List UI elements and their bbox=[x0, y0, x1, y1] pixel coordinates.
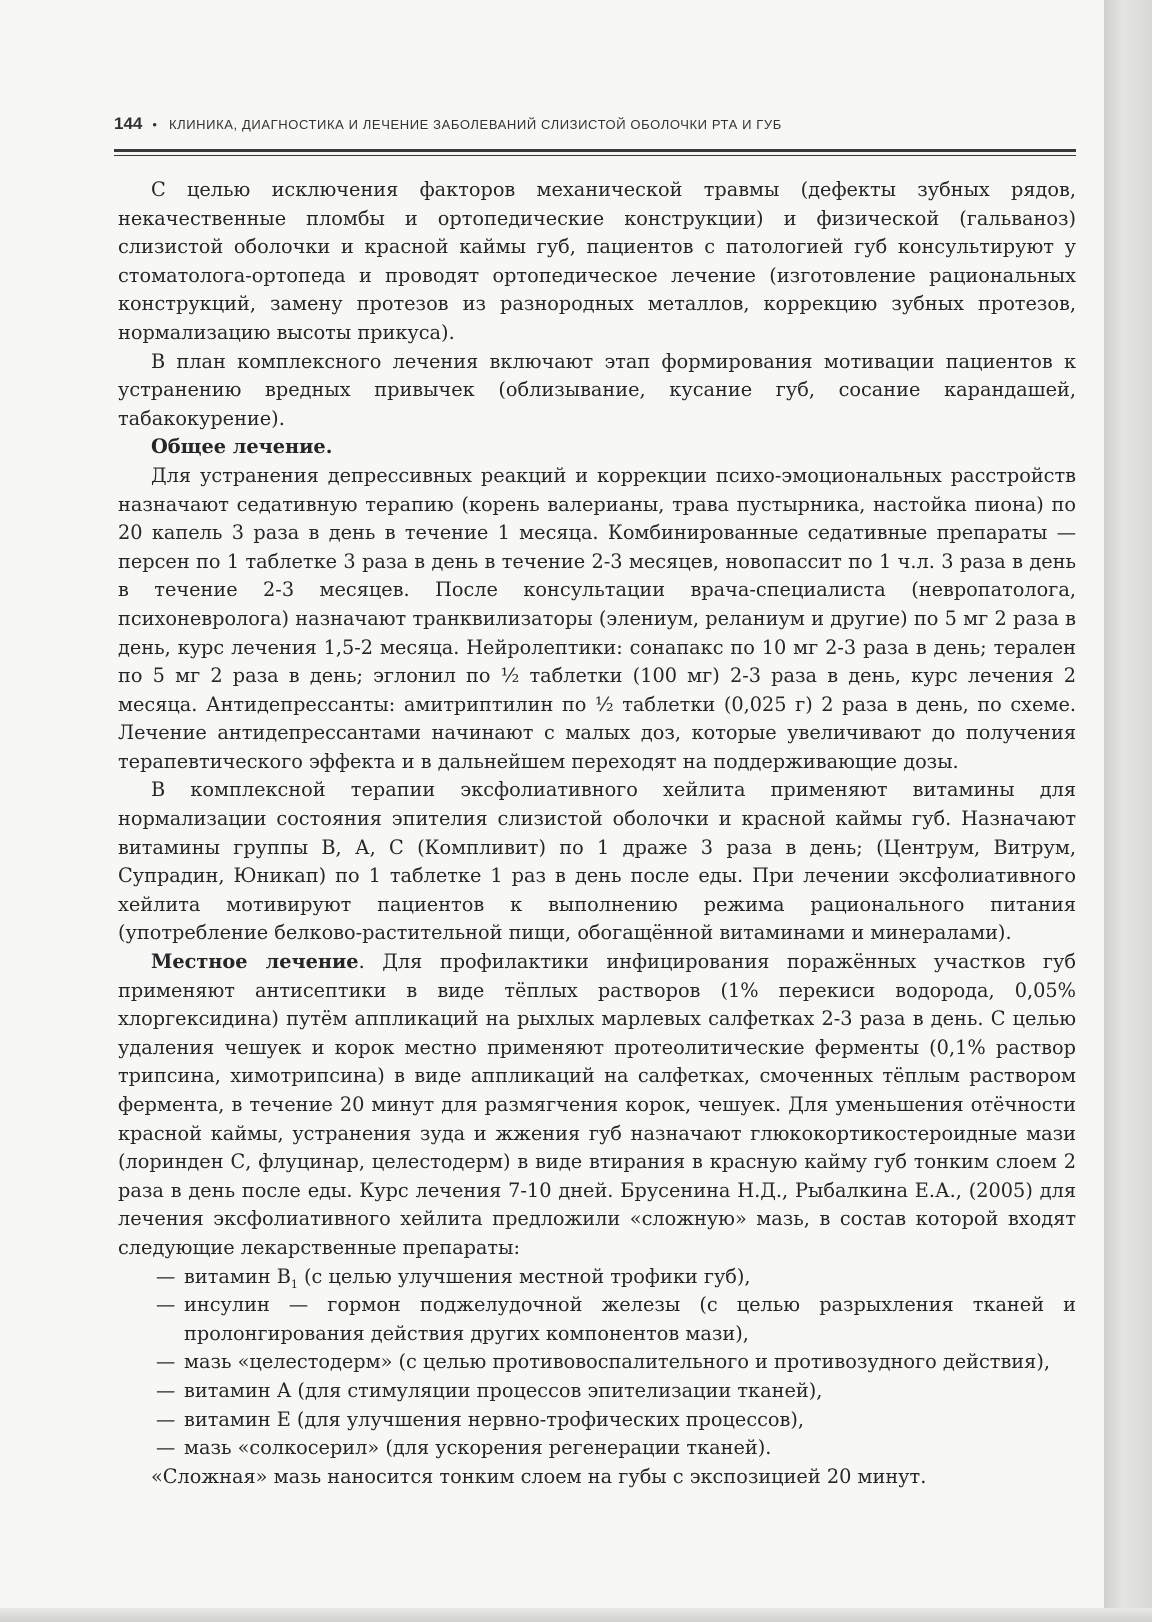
local-treatment-heading: Местное лечение bbox=[151, 950, 359, 974]
scan-bottom-shadow bbox=[0, 1608, 1152, 1622]
paragraph-local-treatment bbox=[118, 948, 1076, 1263]
list-item: — витамин $В_1$ (с целью улучшения местной трофики губ), bbox=[156, 1264, 751, 1291]
list-dash: — bbox=[156, 1436, 176, 1460]
running-header bbox=[114, 112, 1076, 136]
list-dash: — bbox=[156, 1350, 176, 1374]
list-item: — витамин А (для стимуляции процессов эпителизации тканей), bbox=[118, 1377, 1076, 1406]
page-number: 144 bbox=[114, 114, 143, 133]
ointment-components-list bbox=[118, 1263, 1076, 1463]
paragraph-orthopedic: С целью исключения факторов механической травмы (дефекты зубных рядов, некачественные пломбы и ортопедические конструкции) и физической (гальваноз) слизистой оболочки и красной каймы губ, пациентов с патологией губ консультируют у стоматолога-ортопеда и проводят ортопедическое лечение (изготовление рациональных конструкций, замену протезов из разнородных металлов, коррекцию зубных протезов, нормализацию высоты прикуса). bbox=[118, 178, 1076, 344]
header-rule-thin bbox=[114, 155, 1076, 156]
list-item: — мазь «солкосерил» (для ускорения регенерации тканей). bbox=[118, 1434, 1076, 1463]
header-bullet: • bbox=[152, 116, 157, 132]
local-treatment-text: . Для профилактики инфицирования поражённых участков губ применяют антисептики в виде тёплых растворов (1% перекиси водорода, 0,05% хлоргексидина) путём аппликаций на рыхлых марлевых салфетках 2-3 раза в день. С целью удаления чешуек и корок местно применяют протеолитические ферменты (0,1% раствор трипсина, химотрипсина) в виде аппликаций на салфетках, смоченных тёплым раствором фермента, в течение 20 минут для размягчения корок, чешуек. Для уменьшения отёчности красной каймы, устранения зуда и жжения губ назначают глюкокортикостероидные мази (лоринден С, флуцинар, целестодерм) в виде втирания в красную кайму губ тонким слоем 2 раза в день после еды. Курс лечения 7-10 дней. Брусенина Н.Д., Рыбалкина Е.А., (2005) для лечения эксфолиативного хейлита предложили «сложную» мазь, в состав которой входят следующие лекарственные препараты: bbox=[118, 950, 1076, 1259]
list-item: — витамин Е (для улучшения нервно-трофических процессов), bbox=[118, 1406, 1076, 1435]
closing-sentence: «Сложная» мазь наносится тонким слоем на губы с экспозицией 20 минут. bbox=[151, 1464, 927, 1488]
body-text bbox=[118, 176, 1076, 1491]
paragraph-habits: В план комплексного лечения включают этап формирования мотивации пациентов к устранению вредных привычек (облизывание, кусание губ, сосание карандашей, табакокурение). bbox=[118, 349, 1076, 430]
list-dash: — bbox=[156, 1264, 176, 1288]
header-rule-thick bbox=[114, 149, 1076, 152]
list-dash: — bbox=[156, 1407, 176, 1431]
scan-edge-shadow bbox=[1104, 0, 1152, 1622]
paragraph-sedatives: Для устранения депрессивных реакций и коррекции психо-эмоциональных расстройств назначают седативную терапию (корень валерианы, трава пустырника, настойка пиона) по 20 капель 3 раза в день в течение 1 месяца. Комбинированные седативные препараты — персен по 1 таблетке 3 раза в день в течение 2-3 месяцев, новопассит по 1 ч.л. 3 раза в день в течение 2-3 месяцев. После консультации врача-специалиста (невропатолога, психоневролога) назначают транквилизаторы (элениум, реланиум и другие) по 5 мг 2 раза в день, курс лечения 1,5-2 месяца. Нейролептики: сонапакс по 10 мг 2-3 раза в день; терален по 5 мг 2 раза в день; эглонил по ½ таблетки (100 мг) 2-3 раза в день, курс лечения 2 месяца. Антидепрессанты: амитриптилин по ½ таблетки (0,025 г) 2 раза в день, по схеме. Лечение антидепрессантами начинают с малых доз, которые увеличивают до получения терапевтического эффекта и в дальнейшем переходят на поддерживающие дозы. bbox=[118, 463, 1076, 773]
running-title: КЛИНИКА, ДИАГНОСТИКА И ЛЕЧЕНИЕ ЗАБОЛЕВАНИЙ СЛИЗИСТОЙ ОБОЛОЧКИ РТА И ГУБ bbox=[168, 116, 782, 132]
paragraph-vitamins: В комплексной терапии эксфолиативного хейлита применяют витамины для нормализации состояния эпителия слизистой оболочки и красной каймы губ. Назначают витамины группы В, А, С (Компливит) по 1 драже 3 раза в день; (Центрум, Витрум, Супрадин, Юникап) по 1 таблетке 1 раз в день после еды. При лечении эксфолиативного хейлита мотивируют пациентов к выполнению режима рационального питания (употребление белково-растительной пищи, обогащённой витаминами и минералами). bbox=[118, 778, 1076, 945]
list-dash: — bbox=[156, 1293, 176, 1317]
list-item: — инсулин — гормон поджелудочной железы (с целью разрыхления тканей и пролонгирования действия других компонентов мази), bbox=[156, 1293, 1076, 1345]
general-treatment-heading: Общее лечение. bbox=[151, 435, 333, 459]
list-item: — мазь «целестодерм» (с целью противовоспалительного и противозудного действия), bbox=[118, 1348, 1076, 1377]
list-dash: — bbox=[156, 1378, 176, 1402]
